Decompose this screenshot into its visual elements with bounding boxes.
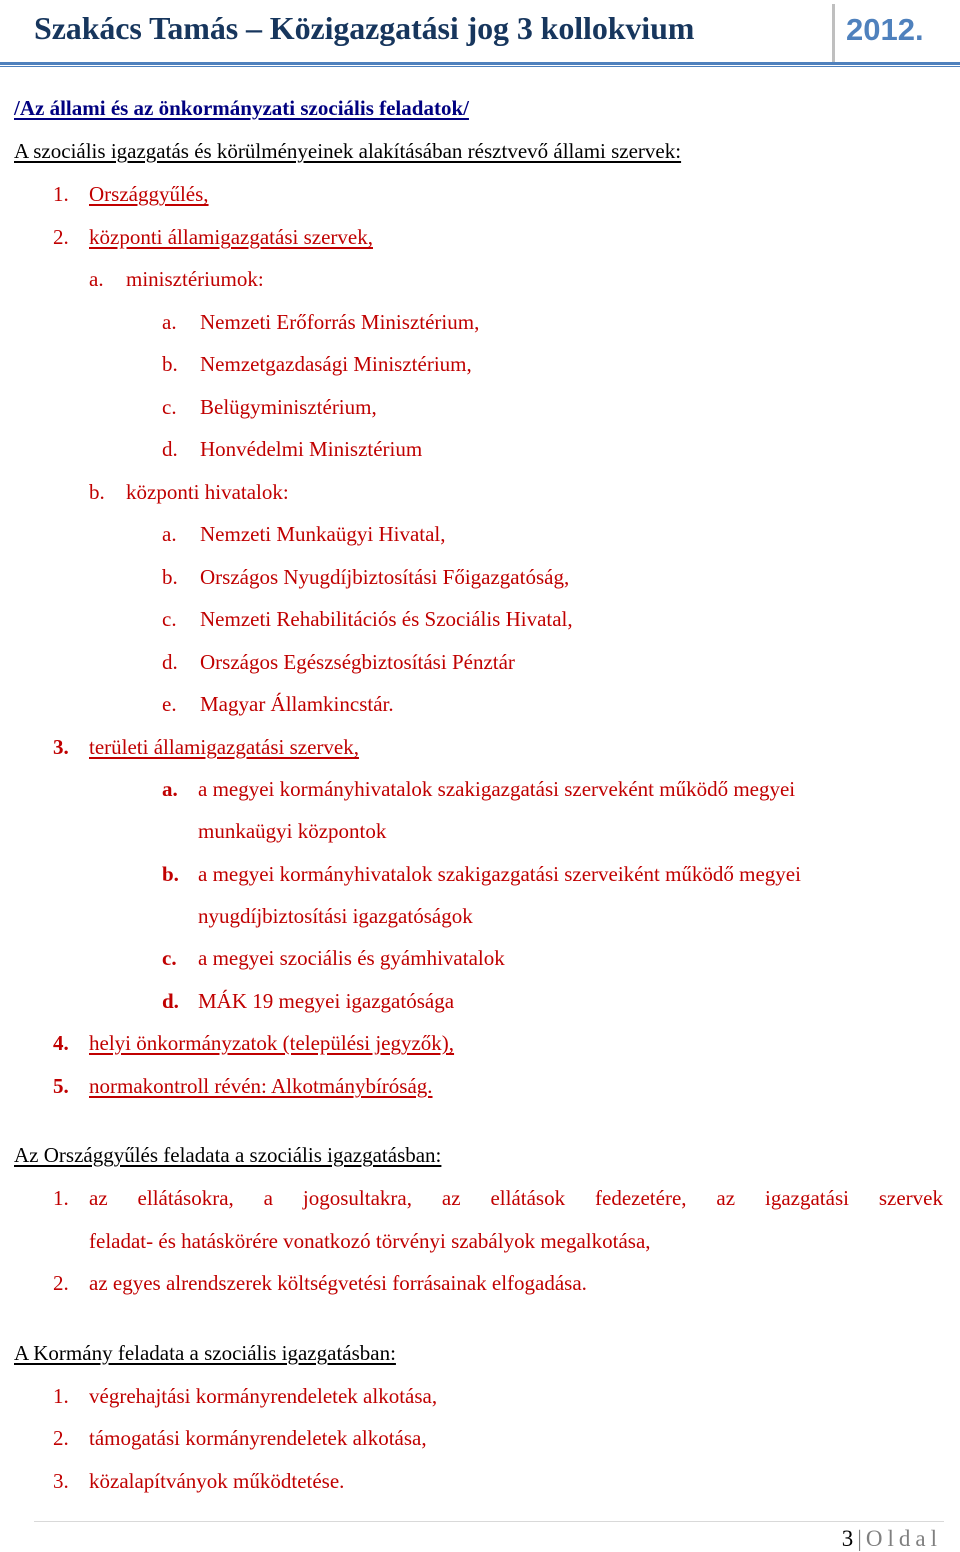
list-marker: d.	[162, 989, 179, 1013]
list-marker: d.	[162, 650, 178, 674]
list-marker: c.	[162, 395, 177, 419]
list-marker: 1.	[53, 1186, 69, 1210]
list-item-continued: munkaügyi központok	[198, 819, 387, 843]
header-rule-thin	[0, 66, 960, 67]
list-item: az ellátásokra, a jogosultakra, az ellátások fedezetére, az igazgatási szervek	[89, 1186, 943, 1210]
page-word: Oldal	[865, 1526, 942, 1551]
list-item: Országos Egészségbiztosítási Pénztár	[200, 650, 515, 674]
list-marker: 2.	[53, 1426, 69, 1450]
list-marker: c.	[162, 607, 177, 631]
section-tag: /Az állami és az önkormányzati szociális feladatok/	[14, 96, 469, 120]
list-item: a megyei kormányhivatalok szakigazgatási szerveként működő megyei	[198, 777, 796, 801]
list-marker: a.	[162, 522, 177, 546]
page-footer	[842, 1526, 942, 1552]
header-year: 2012.	[846, 12, 924, 47]
list-item: Nemzeti Erőforrás Minisztérium,	[200, 310, 480, 334]
header-divider	[832, 4, 835, 62]
heading-state-bodies: A szociális igazgatás és körülményeinek alakításában résztvevő állami szervek:	[14, 139, 682, 163]
list-item: Országgyűlés,	[89, 182, 209, 206]
list-item: Nemzetgazdasági Minisztérium,	[200, 352, 472, 376]
list-marker: b.	[162, 565, 178, 589]
list-item: végrehajtási kormányrendeletek alkotása,	[89, 1384, 438, 1408]
list-marker: a.	[162, 777, 178, 801]
list-item: a megyei kormányhivatalok szakigazgatási szerveiként működő megyei	[198, 862, 801, 886]
list-item: Belügyminisztérium,	[200, 395, 377, 419]
list-marker: b.	[162, 862, 179, 886]
list-marker: c.	[162, 946, 177, 970]
header-title: Szakács Tamás – Közigazgatási jog 3 kollokvium	[34, 10, 695, 46]
list-item: Honvédelmi Minisztérium	[200, 437, 423, 461]
list-marker: 4.	[53, 1031, 69, 1055]
list-marker: a.	[162, 310, 177, 334]
list-marker: a.	[89, 267, 104, 291]
list-marker: 5.	[53, 1074, 69, 1098]
header-rule	[0, 62, 960, 65]
list-item-continued: nyugdíjbiztosítási igazgatóságok	[198, 904, 473, 928]
list-marker: 3.	[53, 735, 69, 759]
list-item: közalapítványok működtetése.	[89, 1469, 345, 1493]
list-marker: 2.	[53, 1271, 69, 1295]
list-marker: 1.	[53, 1384, 69, 1408]
list-item: minisztériumok:	[126, 267, 264, 291]
list-item: helyi önkormányzatok (települési jegyzők),	[89, 1031, 455, 1055]
list-marker: 2.	[53, 225, 69, 249]
page-number: 3	[841, 1526, 854, 1551]
list-item: Magyar Államkincstár.	[200, 692, 394, 716]
list-marker: d.	[162, 437, 178, 461]
page-header	[0, 0, 960, 62]
list-item: Nemzeti Rehabilitációs és Szociális Hivatal,	[200, 607, 573, 631]
list-item: a megyei szociális és gyámhivatalok	[198, 946, 505, 970]
list-item: az egyes alrendszerek költségvetési forrásainak elfogadása.	[89, 1271, 587, 1295]
list-item: Nemzeti Munkaügyi Hivatal,	[200, 522, 446, 546]
list-marker: 1.	[53, 182, 69, 206]
list-item-continued: feladat- és hatáskörére vonatkozó törvényi szabályok megalkotása,	[89, 1229, 651, 1253]
list-marker: 3.	[53, 1469, 69, 1493]
list-item: területi államigazgatási szervek,	[89, 735, 359, 759]
list-item: MÁK 19 megyei igazgatósága	[198, 989, 455, 1013]
footer-separator: |	[857, 1526, 862, 1551]
list-marker: e.	[162, 692, 177, 716]
list-item: támogatási kormányrendeletek alkotása,	[89, 1426, 427, 1450]
list-marker: b.	[162, 352, 178, 376]
footer-rule	[34, 1521, 944, 1522]
list-item: Országos Nyugdíjbiztosítási Főigazgatóság,	[200, 565, 570, 589]
list-item: központi hivatalok:	[126, 480, 289, 504]
heading-government-tasks: A Kormány feladata a szociális igazgatásban:	[14, 1341, 396, 1365]
heading-parliament-tasks: Az Országgyűlés feladata a szociális igazgatásban:	[14, 1143, 442, 1167]
list-marker: b.	[89, 480, 105, 504]
list-item: központi államigazgatási szervek,	[89, 225, 373, 249]
list-item: normakontroll révén: Alkotmánybíróság.	[89, 1074, 433, 1098]
